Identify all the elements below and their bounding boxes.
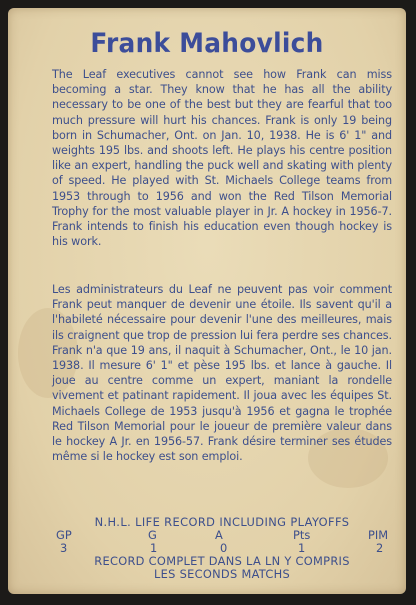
hockey-card-back xyxy=(8,8,406,594)
stats-val-a: 0 xyxy=(220,541,228,555)
stats-col-gp: GP xyxy=(56,528,72,542)
stats-values-row xyxy=(52,542,392,555)
stats-col-a: A xyxy=(215,528,223,542)
stats-val-g: 1 xyxy=(150,541,158,555)
stats-block xyxy=(52,516,392,581)
stats-col-pim: PIM xyxy=(368,528,389,542)
stats-val-pts: 1 xyxy=(298,541,306,555)
player-name-title: Frank Mahovlich xyxy=(90,28,324,59)
stats-col-g: G xyxy=(148,528,157,542)
bio-french: Les administrateurs du Leaf ne peuvent pas voir comment Frank peut manquer de devenir une étoile. Ils savent qu'il a l'habileté nécessaire pour devenir l'une des meilleures, mais ils craignent que trop de pression lui fera perdre ses chances. Frank n'a que 19 ans, il naquit à Schumacher, Ont., le 10 jan. 1938. Il mesure 6' 1" et pèse 195 lbs. et lance à gauche. Il joue au centre comme un expert, maniant la rondelle vivement et patinant rapidement. Il joua avec les équipes St. Michaels College de 1953 jusqu'à 1956 et gagna le trophée Red Tilson Memorial pour le joueur de première valeur dans le hockey A Jr. en 1956-57. Frank désire terminer ses études même si le hockey est son emploi. xyxy=(52,283,392,464)
stats-col-pts: Pts xyxy=(293,528,311,542)
stats-footer-line2: LES SECONDS MATCHS xyxy=(153,567,291,581)
stats-val-pim: 2 xyxy=(376,541,384,555)
bio-english: The Leaf executives cannot see how Frank can miss becoming a star. They know that he has all the ability necessary to be one of the best but they are fearful that too much pressure will hurt his chances. Frank is only 19 being born in Schumacher, Ont. on Jan. 10, 1938. He is 6' 1" and weights 195 lbs. and shoots left. He plays his centre position like an expert, handling the puck well and skating with plenty of speed. He played with St. Michaels College teams from 1953 through to 1956 and won the Red Tilson Memorial Trophy for the most valuable player in Jr. A hockey in 1956-7. Frank intends to finish his education even though hockey is his work. xyxy=(52,68,392,249)
stats-footer-line1: RECORD COMPLET DANS LA LN Y COMPRIS xyxy=(94,554,350,568)
stats-val-gp: 3 xyxy=(60,541,68,555)
stats-header: N.H.L. LIFE RECORD INCLUDING PLAYOFFS xyxy=(94,515,350,529)
